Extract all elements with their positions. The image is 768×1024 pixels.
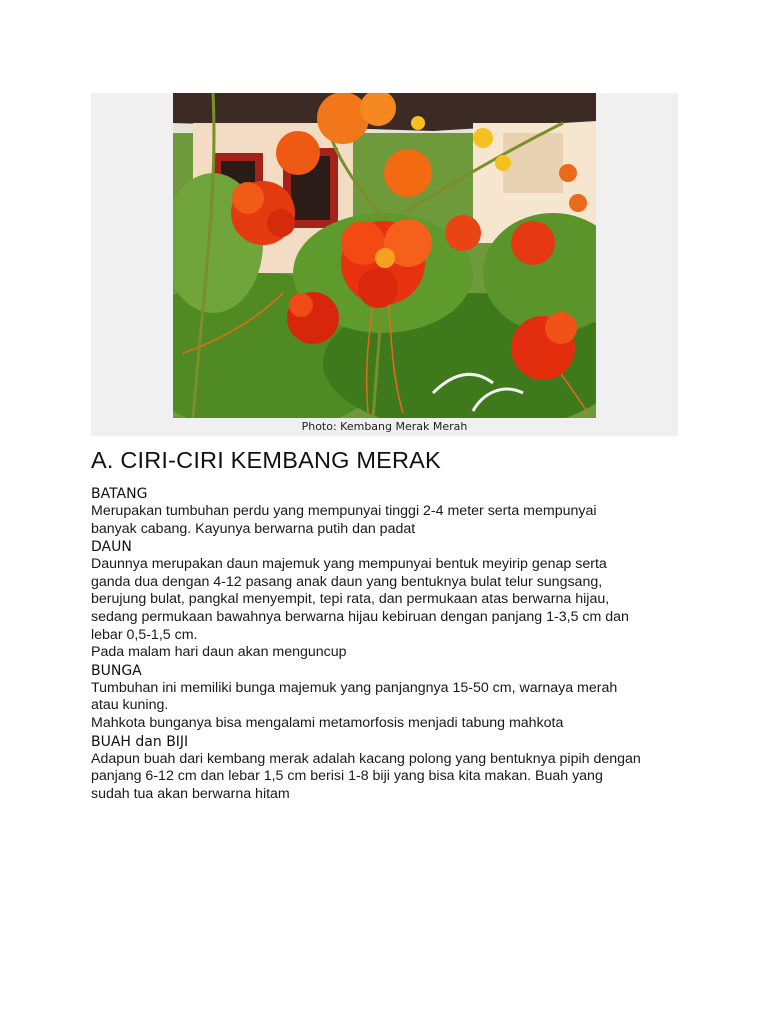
para-line: Tumbuhan ini memiliki bunga majemuk yang panjangnya 15-50 cm, warnaya merah — [91, 679, 618, 696]
para-line: Daunnya merupakan daun majemuk yang mempunyai bentuk meyirip genap serta — [91, 556, 607, 573]
para-line: banyak cabang. Kayunya berwarna putih dan padat — [91, 520, 416, 537]
figure-box — [91, 93, 678, 436]
para-line: Merupakan tumbuhan perdu yang mempunyai tinggi 2-4 meter serta mempunyai — [91, 503, 597, 519]
section-heading: DAUN — [91, 539, 132, 556]
section-heading: BUAH dan BIJI — [91, 733, 189, 750]
para-line: ganda dua dengan 4-12 pasang anak daun yang bentuknya bulat telur sungsang, — [91, 573, 603, 590]
section-heading: BATANG — [91, 486, 148, 502]
section-batang — [91, 485, 691, 538]
para-line: panjang 6-12 cm dan lebar 1,5 cm berisi 1-8 biji yang bisa kita makan. Buah yang — [91, 768, 603, 785]
section-heading: BUNGA — [91, 662, 142, 679]
para-line: sedang permukaan bawahnya berwarna hijau kebiruan dengan panjang 1-3,5 cm dan — [91, 608, 629, 625]
para-line: Adapun buah dari kembang merak adalah kacang polong yang bentuknya pipih dengan — [91, 750, 641, 767]
para-line: atau kuning. — [91, 697, 169, 714]
article-title: A. CIRI-CIRI KEMBANG MERAK — [91, 447, 441, 473]
para-line: berujung bulat, pangkal menyempit, tepi rata, dan permukaan atas berwarna hijau, — [91, 591, 610, 608]
figure-caption: Photo: Kembang Merak Merah — [301, 420, 468, 433]
flower-photo — [173, 93, 596, 418]
article-content — [91, 447, 691, 803]
section-bunga — [91, 662, 691, 733]
para-line: sudah tua akan berwarna hitam — [91, 785, 290, 802]
para-line: Mahkota bunganya bisa mengalami metamorfosis menjadi tabung mahkota — [91, 714, 564, 731]
para-line: lebar 0,5-1,5 cm. — [91, 626, 198, 643]
para-line: Pada malam hari daun akan menguncup — [91, 644, 347, 661]
section-daun — [91, 538, 691, 662]
section-buah-biji — [91, 733, 691, 804]
